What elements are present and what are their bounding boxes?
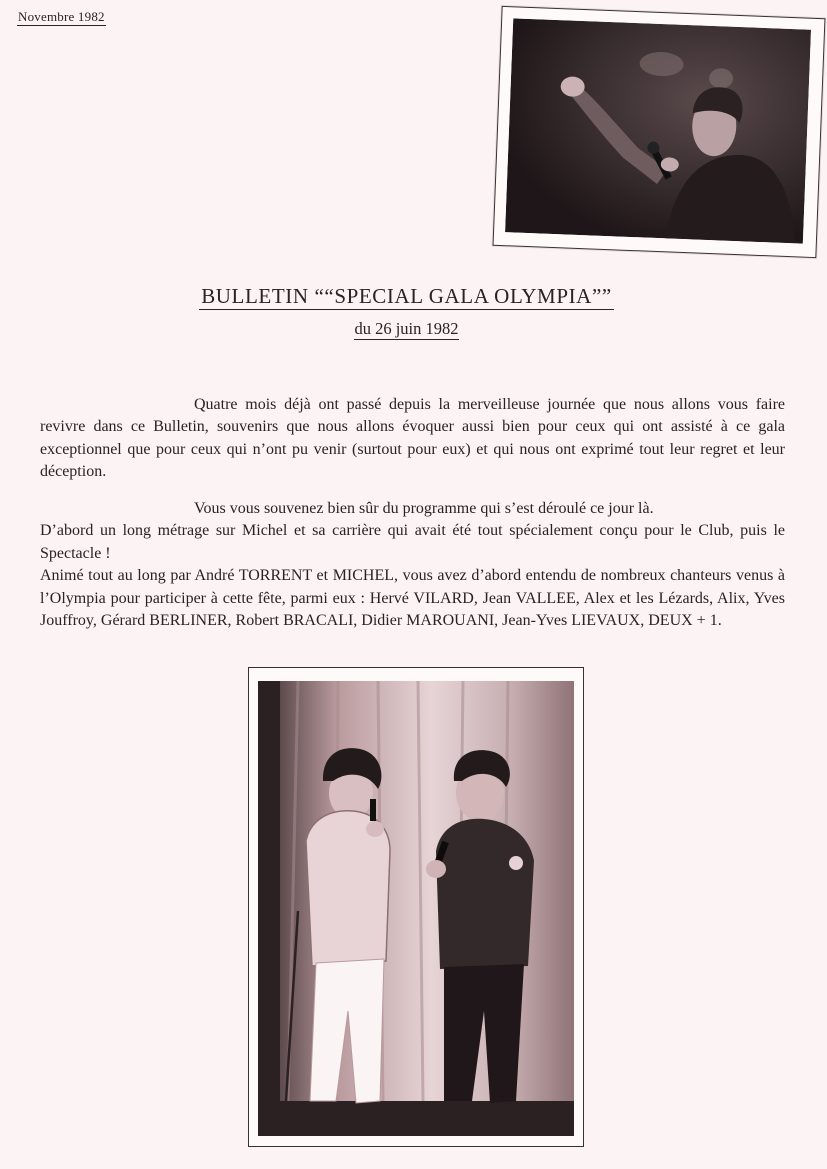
intro-paragraph-block bbox=[40, 394, 785, 484]
top-photo-frame bbox=[493, 6, 826, 258]
paragraph-3: D’abord un long métrage sur Michel et sa carrière qui avait été tout spécialement conçu pour le Club, puis le Spectacle ! bbox=[40, 522, 785, 562]
paragraph-4: Animé tout au long par André TORRENT et MICHEL, vous avez d’abord entendu de nombreux chanteurs venus à l’Olympia pour participer à cette fête, parmi eux : Hervé VILARD, Jean VALLEE, Alex et les Lézards, Alix, Yves Jouffroy, Gérard BERLINER, Robert BRACALI, Didier MAROUANI, Jean-Yves LIEVAUX, DEUX + 1. bbox=[40, 567, 785, 630]
stage-duo-photo bbox=[258, 681, 574, 1136]
page-title: BULLETIN ““SPECIAL GALA OLYMPIA”” bbox=[201, 284, 612, 308]
issue-date: Novembre 1982 bbox=[18, 9, 105, 24]
singer-photo bbox=[505, 18, 811, 243]
bottom-photo-frame bbox=[248, 667, 584, 1147]
page-subtitle: du 26 juin 1982 bbox=[354, 319, 459, 338]
title-block bbox=[0, 283, 827, 340]
paragraph-1: Quatre mois déjà ont passé depuis la merveilleuse journée que nous allons vous faire revivre dans ce Bulletin, souvenirs que nous allons évoquer aussi bien pour ceux qui ont assisté à ce gala exceptionnel que pour ceux qui n’ont pu venir (surtout pour eux) et qui nous ont exprimé tout leur regret et leur déception. bbox=[40, 396, 785, 481]
program-paragraph-block bbox=[40, 498, 785, 632]
paragraph-2: Vous vous souvenez bien sûr du programme qui s’est déroulé ce jour là. bbox=[194, 500, 654, 517]
